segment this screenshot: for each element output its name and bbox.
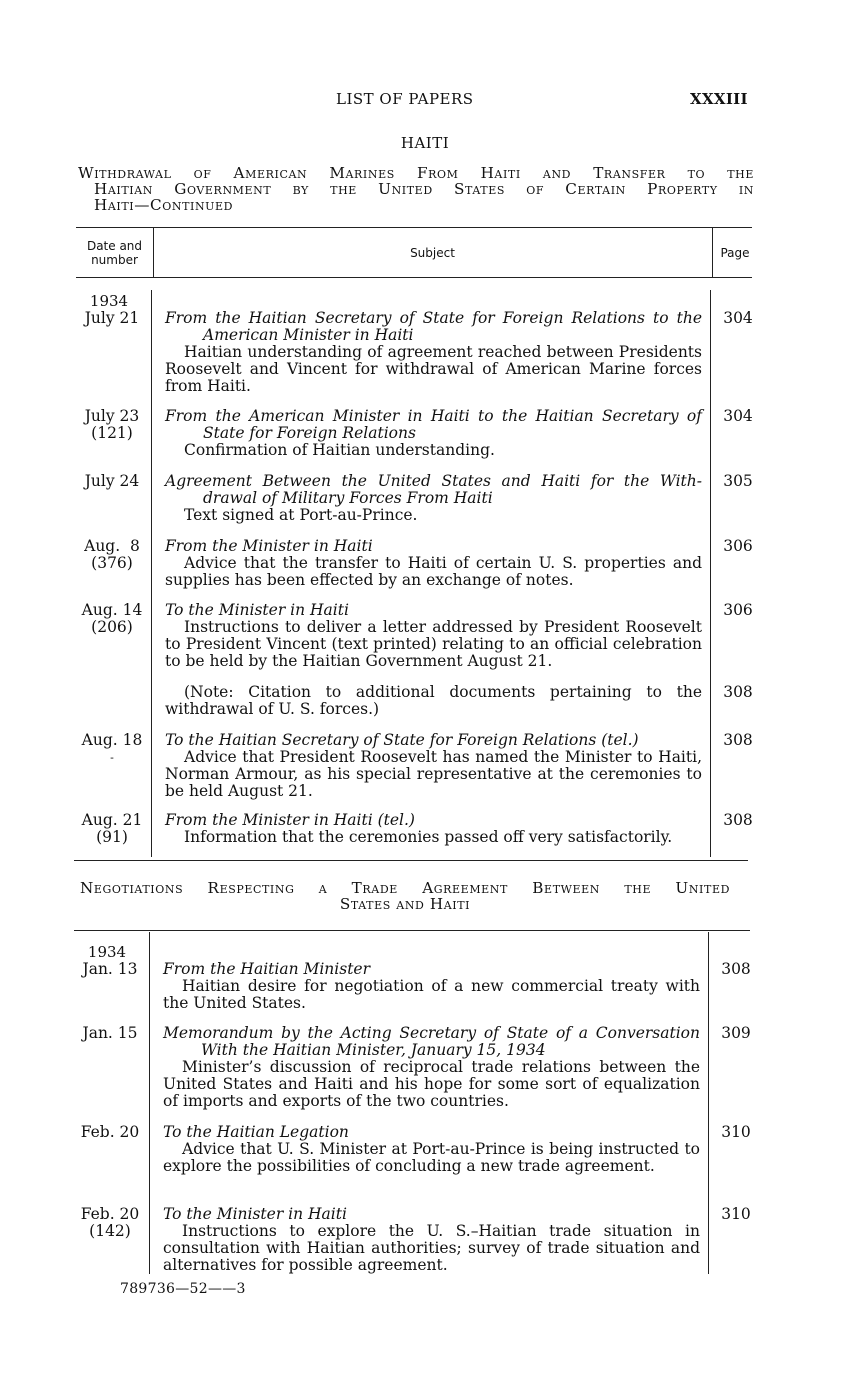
column-header-date-line: number [91, 253, 138, 267]
entry-date-text: Feb. 20 [80, 1205, 140, 1223]
entry-body: Instructions to deliver a letter addressed by President Roosevelt to President Vincent (text printed) relating to an official celebration to be held by the Haitian Government August 21. [165, 618, 702, 670]
table-bottom-rule [74, 860, 748, 861]
entry-body: Haitian understanding of agreement reached between Presidents Roosevelt and Vincent for withdrawal of American Marine forces from Haiti. [165, 343, 702, 395]
entry-date-text: July 21 [84, 309, 140, 327]
entry-title: From the American Minister in Haiti to the Haitian Secretary of [165, 407, 702, 425]
entry-subject [165, 602, 702, 670]
entry-title: Memorandum by the Acting Secretary of State of a Conversation [163, 1024, 700, 1042]
entry-title: From the Minister in Haiti (tel.) [165, 811, 415, 829]
entry-body: Advice that the transfer to Haiti of certain U. S. properties and supplies has been effected by an exchange of notes. [165, 554, 702, 589]
entry-page: 304 [723, 309, 753, 327]
running-head-title: LIST OF PAPERS [336, 90, 474, 108]
entry-subject [165, 732, 702, 800]
section-heading-trade-agreement [80, 880, 730, 912]
section-heading-line: Withdrawal of American Marines From Haiti and Transfer to the [78, 164, 754, 182]
table-header-rule [76, 277, 752, 278]
entry-subject [165, 408, 702, 459]
entry-date [60, 1025, 160, 1042]
entry-page: 309 [721, 1024, 751, 1042]
column-divider [151, 290, 152, 857]
entry-date [62, 602, 162, 636]
entry-subject [165, 812, 702, 846]
year-label: 1934 [89, 292, 129, 310]
entry-number: (206) [91, 618, 133, 636]
entry-body: Instructions to explore the U. S.–Haitian trade situation in consultation with Haitian authorities; survey of trade situation and alternatives for possible agreement. [163, 1222, 700, 1274]
entry-subject [163, 1124, 700, 1175]
entry-title-cont: With the Haitian Minister, January 15, 1934 [201, 1041, 546, 1059]
entry-subject [165, 310, 702, 395]
section-heading-line: Haiti—Continued [94, 196, 234, 214]
entry-page: 304 [723, 407, 753, 425]
entry-date-text: Aug. 8 [84, 537, 140, 555]
section-heading-line: Negotiations Respecting a Trade Agreement Between the United [80, 879, 730, 897]
table-top-rule [76, 227, 752, 228]
entry-page: 308 [723, 683, 753, 701]
entry-title: To the Minister in Haiti [165, 601, 349, 619]
column-divider [710, 290, 711, 857]
column-header-page: Page [720, 246, 750, 260]
entry-number: - [110, 751, 114, 764]
entry-subject [165, 473, 702, 524]
table-top-rule [74, 930, 750, 931]
entry-body: Haitian desire for negotiation of a new commercial treaty with the United States. [163, 977, 700, 1012]
section-heading-line: Haitian Government by the United States of Certain Property in [94, 180, 754, 198]
column-header-date [76, 239, 153, 267]
entry-date [62, 473, 162, 490]
entry-title: From the Haitian Secretary of State for Foreign Relations to the [165, 309, 702, 327]
entry-title: From the Minister in Haiti [165, 537, 373, 555]
entry-date [62, 732, 162, 766]
entry-date [60, 1206, 160, 1240]
entry-page: 305 [723, 472, 753, 490]
column-header-subject: Subject [410, 246, 455, 260]
entry-date-text: Aug. 14 [81, 601, 143, 619]
entry-subject [163, 1025, 700, 1110]
entry-page: 308 [723, 811, 753, 829]
entry-body: Minister’s discussion of reciprocal trade relations between the United States and Haiti and his hope for some sort of equalization of imports and exports of the two countries. [163, 1058, 700, 1110]
entry-title: Agreement Between the United States and Haiti for the With- [165, 472, 702, 490]
entry-date [62, 310, 162, 327]
entry-title: From the Haitian Minister [163, 960, 371, 978]
entry-date-text: Aug. 18 [81, 731, 143, 749]
entry-subject [163, 961, 700, 1012]
printer-mark: 789736—52——3 [120, 1281, 246, 1297]
entry-date-text: Feb. 20 [80, 1123, 140, 1141]
entry-body: Confirmation of Haitian understanding. [184, 441, 495, 459]
running-head [0, 90, 850, 110]
entry-subject [165, 684, 702, 718]
entry-date-text: Jan. 15 [82, 1024, 138, 1042]
entry-title: To the Minister in Haiti [163, 1205, 347, 1223]
entry-number: (121) [91, 424, 133, 442]
entry-date [60, 1124, 160, 1141]
year-label: 1934 [87, 943, 127, 961]
entry-body: (Note: Citation to additional documents pertaining to the withdrawal of U. S. forces.) [165, 683, 702, 718]
entry-date [62, 538, 162, 572]
entry-page: 308 [723, 731, 753, 749]
entry-date-text: Aug. 21 [81, 811, 143, 829]
entry-date [62, 408, 162, 442]
entry-number: (376) [91, 554, 133, 572]
entry-page: 306 [723, 601, 753, 619]
entry-page: 306 [723, 537, 753, 555]
column-divider [708, 932, 709, 1274]
country-heading: HAITI [400, 134, 450, 152]
running-head-page-number: XXXIII [690, 90, 748, 108]
entry-subject [165, 538, 702, 589]
entry-page: 310 [721, 1205, 751, 1223]
column-header-date-line: Date and [86, 239, 143, 253]
entry-body: Information that the ceremonies passed off very satisfactorily. [184, 828, 673, 846]
entry-date [62, 812, 162, 846]
entry-date [60, 961, 160, 978]
entry-number: (142) [89, 1222, 131, 1240]
entry-body: Advice that U. S. Minister at Port-au-Prince is being instructed to explore the possibilities of concluding a new trade agreement. [163, 1140, 700, 1175]
entry-body: Text signed at Port-au-Prince. [184, 506, 418, 524]
entry-title-cont: American Minister in Haiti [203, 326, 414, 344]
entry-page: 308 [721, 960, 751, 978]
section-heading-withdrawal [78, 165, 754, 213]
entry-number: (91) [96, 828, 128, 846]
entry-title-cont: drawal of Military Forces From Haiti [203, 489, 493, 507]
section-heading-line: States and Haiti [339, 895, 471, 913]
entry-title: To the Haitian Secretary of State for Foreign Relations (tel.) [165, 731, 639, 749]
entry-date-text: Jan. 13 [82, 960, 138, 978]
entry-date-text: July 23 [84, 407, 140, 425]
entry-date-text: July 24 [84, 472, 140, 490]
entry-title-cont: State for Foreign Relations [203, 424, 416, 442]
entry-title: To the Haitian Legation [163, 1123, 349, 1141]
entry-body: Advice that President Roosevelt has named the Minister to Haiti, Norman Armour, as his special representative at the ceremonies to be held August 21. [165, 748, 702, 800]
entry-page: 310 [721, 1123, 751, 1141]
entry-subject [163, 1206, 700, 1274]
